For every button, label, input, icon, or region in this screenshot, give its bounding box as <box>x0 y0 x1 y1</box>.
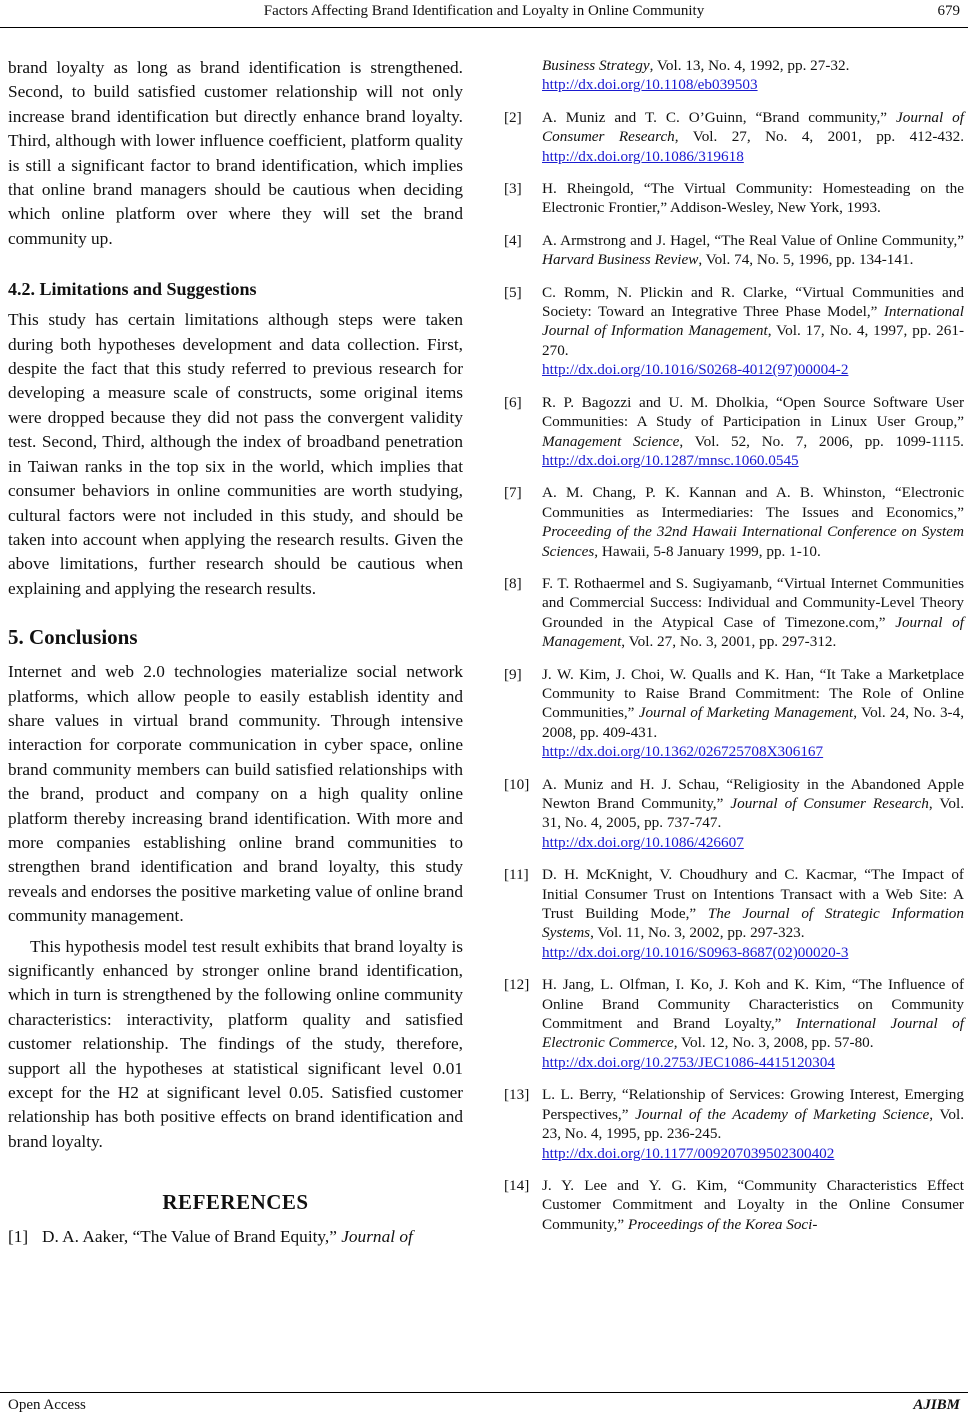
reference-item <box>504 975 964 1072</box>
reference-journal: Proceeding of the 32nd Hawaii International Conference on System Sciences <box>542 523 964 560</box>
reference-body <box>542 231 964 270</box>
reference-text: A. Muniz and H. J. Schau, “Religiosity in the Abandoned Apple Newton Brand Community,” <box>542 775 964 812</box>
reference-body <box>542 574 964 652</box>
reference-number: [12] <box>504 976 530 994</box>
reference-text: A. Muniz and T. C. O’Guinn, “Brand community,” <box>542 108 896 126</box>
reference-details: , Vol. 52, No. 7, 2006, pp. 1099-1115. <box>679 432 964 450</box>
reference-details: , Vol. 24, No. 3-4, 2008, pp. 409-431. <box>542 704 965 741</box>
section-heading: 5. Conclusions <box>8 625 138 650</box>
reference-details: , Vol. 27, No. 3, 2001, pp. 297-312. <box>621 633 837 651</box>
reference-doi-link[interactable]: http://dx.doi.org/10.1086/426607 <box>542 833 744 851</box>
reference-item <box>504 231 964 270</box>
reference-details: , Vol. 27, No. 4, 2001, pp. 412-432. <box>674 128 964 146</box>
reference-details: , Vol. 17, No. 4, 1997, pp. 261-270. <box>542 322 964 359</box>
reference-number: [3] <box>504 180 522 198</box>
reference-item <box>504 574 964 652</box>
reference-number: [13] <box>504 1086 530 1104</box>
reference-details: , Vol. 12, No. 3, 2008, pp. 57-80. <box>673 1034 874 1052</box>
reference-body <box>542 483 964 561</box>
subsection-heading: 4.2. Limitations and Suggestions <box>8 279 257 300</box>
reference-journal: Business Strategy <box>542 57 650 74</box>
reference-item <box>504 1176 964 1234</box>
reference-item <box>504 775 964 853</box>
reference-journal: Harvard Business Review <box>542 251 699 269</box>
footer-rule <box>0 1392 968 1393</box>
footer-journal: AJIBM <box>913 1397 960 1413</box>
reference-text: D. H. McKnight, V. Choudhury and C. Kacmar, “The Impact of Initial Consumer Trust on Intentions Transact with a Web Site: A Trust Building Mode,” <box>542 866 964 923</box>
reference-journal: Journal of Management <box>542 613 964 651</box>
reference-text: L. L. Berry, “Relationship of Services: Growing Interest, Emerging Perspectives,” <box>542 1086 964 1123</box>
reference-number: [14] <box>504 1176 530 1194</box>
reference-number: [2] <box>504 108 522 126</box>
reference-doi-link[interactable]: http://dx.doi.org/10.1362/026725708X306167 <box>542 743 824 761</box>
reference-details: , Vol. 23, No. 4, 1995, pp. 236-245. <box>542 1105 964 1143</box>
reference-journal: Journal of Consumer Research <box>542 108 965 146</box>
reference-doi-link[interactable]: http://dx.doi.org/10.1287/mnsc.1060.0545 <box>542 451 799 469</box>
reference-item <box>504 393 964 471</box>
reference-number: [9] <box>504 665 522 683</box>
reference-text: J. W. Kim, J. Choi, W. Qualls and K. Han, “It Take a Marketplace Community to Raise Brand Commitment: The Role of Online Communities,” <box>542 665 964 722</box>
reference-item <box>504 108 964 166</box>
reference-body <box>542 179 964 218</box>
reference-text: , Vol. 13, No. 4, 1992, pp. 27-32. <box>649 57 850 74</box>
reference-item-1-continued <box>504 56 964 95</box>
reference-item <box>504 665 964 762</box>
reference-journal: Journal of <box>341 1227 413 1247</box>
reference-item-1 <box>8 1225 463 1249</box>
reference-item <box>504 865 964 962</box>
paragraph-conclusions-1: Internet and web 2.0 technologies materialize social network platforms, which allow people to easily establish identity and share values in virtual brand community. Through intensive interaction for corporate communication in cyber space, online brand community members can build satisfied relationships with the brand, product and company on a high quality online platform thereby increasing brand identification. With more and more companies establishing online brand communities to strengthen brand identification and brand loyalty, this study reveals and endorses the positive marketing value of online brand community management. <box>8 662 463 926</box>
reference-journal: Journal of Marketing Management <box>638 704 854 722</box>
page-header <box>0 0 968 28</box>
reference-number: [1] <box>8 1227 29 1247</box>
reference-item <box>504 283 964 380</box>
reference-body <box>542 393 964 471</box>
reference-text: A. M. Chang, P. K. Kannan and A. B. Whinston, “Electronic Communities as Intermediaries: The Issues and Economics,” <box>542 484 964 521</box>
reference-journal: The Journal of Strategic Information Systems <box>542 905 964 942</box>
reference-details: , Vol. 31, No. 4, 2005, pp. 737-747. <box>542 795 964 832</box>
reference-list <box>504 108 964 1234</box>
reference-text: C. Romm, N. Plickin and R. Clarke, “Virtual Communities and Society: Toward an Integrative Three Phase Model,” <box>542 283 964 321</box>
reference-item <box>504 1085 964 1163</box>
footer-open-access: Open Access <box>8 1397 86 1413</box>
reference-body <box>542 1176 964 1234</box>
reference-text: H. Rheingold, “The Virtual Community: Homesteading on the Electronic Frontier,” Addison-Wesley, New York, 1993. <box>542 180 964 217</box>
reference-text: A. Armstrong and J. Hagel, “The Real Value of Online Community,” <box>542 231 964 249</box>
paragraph-continued: brand loyalty as long as brand identification is strengthened. Second, to build satisfied customer relationship will not only increase brand identification but directly enhance brand loyalty. Third, although with lower influence coefficient, platform quality is still a significant factor to brand identification, which implies that online brand managers should be cautious when deciding which online platform over where they will set the brand community up. <box>8 58 463 248</box>
reference-journal: Journal of Consumer Research <box>730 795 929 812</box>
reference-doi-link[interactable]: http://dx.doi.org/10.1016/S0963-8687(02)00020-3 <box>542 943 849 961</box>
reference-number: [6] <box>504 393 522 411</box>
reference-item <box>504 179 964 218</box>
reference-body <box>542 108 964 166</box>
reference-number: [5] <box>504 283 522 301</box>
reference-journal: International Journal of Information Management <box>542 303 964 340</box>
reference-number: [4] <box>504 231 522 249</box>
reference-text: R. P. Bagozzi and U. M. Dholkia, “Open Source Software User Communities: A Study of Participation in Linux User Group,” <box>542 393 964 431</box>
reference-body <box>542 775 964 853</box>
reference-details: , Vol. 11, No. 3, 2002, pp. 297-323. <box>590 924 805 942</box>
reference-doi-link[interactable]: http://dx.doi.org/10.1108/eb039503 <box>542 76 758 94</box>
reference-details: , Hawaii, 5-8 January 1999, pp. 1-10. <box>594 542 821 560</box>
reference-text: H. Jang, L. Olfman, I. Ko, J. Koh and K. Kim, “The Influence of Online Brand Community Characteristics on Community Commitment and Brand Loyalty,” <box>542 976 964 1033</box>
reference-text: J. Y. Lee and Y. G. Kim, “Community Characteristics Effect Customer Commitment and Loyalty in the Online Consumer Community,” <box>542 1176 964 1233</box>
reference-text: D. A. Aaker, “The Value of Brand Equity,” <box>42 1227 342 1247</box>
reference-body <box>542 1085 964 1163</box>
paragraph-conclusions-2: This hypothesis model test result exhibits that brand loyalty is significantly enhanced by stronger online brand identification, which in turn is strengthened by the following online community characteristics: interactivity, platform quality and satisfied customer relationship. The findings of the study, therefore, support all the hypotheses at statistical significant level 0.01 except for the H2 at significant level 0.05. Satisfied customer relationship has both positive effects on brand identification and brand loyalty. <box>8 936 463 1151</box>
reference-number: [10] <box>504 775 530 793</box>
reference-text: F. T. Rothaermel and S. Sugiyamanb, “Virtual Internet Communities and Commercial Success: Individual and Community-Level Theory Grounded in the Atypical Case of Timezone.com,” <box>542 574 964 631</box>
reference-journal: Management Science <box>542 432 680 450</box>
reference-doi-link[interactable]: http://dx.doi.org/10.1016/S0268-4012(97)00004-2 <box>542 361 849 379</box>
reference-doi-link[interactable]: http://dx.doi.org/10.1086/319618 <box>542 147 744 165</box>
left-column <box>8 54 463 1249</box>
reference-body <box>542 665 964 762</box>
reference-body <box>542 975 964 1072</box>
reference-number: [7] <box>504 484 522 502</box>
page-footer <box>0 1394 968 1416</box>
right-column <box>504 56 964 1234</box>
paragraph-limitations: This study has certain limitations although steps were taken during both hypotheses development and data collection. First, despite the fact that this study referred to previous research for developing a measure scale of constructs, some original items were dropped because they did not pass the convergent validity test. Second, Third, although the index of broadband penetration in Taiwan ranks in the top six in the world, which implies that consumer behaviors in online communities are worth studying, cultural factors were not included in this study, and should be taken into account when applying the research results. Given the above limitations, further research should be cautious when explaining and applying the research results. <box>8 310 463 598</box>
reference-doi-link[interactable]: http://dx.doi.org/10.2753/JEC1086-4415120304 <box>542 1053 835 1071</box>
reference-body <box>542 283 964 380</box>
references-heading: REFERENCES <box>162 1190 309 1215</box>
reference-journal: Proceedings of the Korea Soci- <box>627 1215 818 1233</box>
page-number: 679 <box>937 3 960 19</box>
header-rule <box>0 27 968 28</box>
reference-journal: International Journal of Electronic Commerce <box>542 1015 964 1052</box>
reference-body <box>542 865 964 962</box>
reference-item <box>504 483 964 561</box>
reference-number: [11] <box>504 866 529 884</box>
reference-doi-link[interactable]: http://dx.doi.org/10.1177/009207039502300402 <box>542 1144 835 1162</box>
reference-details: , Vol. 74, No. 5, 1996, pp. 134-141. <box>698 251 914 269</box>
running-title: Factors Affecting Brand Identification and Loyalty in Online Community <box>263 3 705 19</box>
reference-number: [8] <box>504 574 522 592</box>
reference-journal: Journal of the Academy of Marketing Science <box>635 1105 930 1123</box>
